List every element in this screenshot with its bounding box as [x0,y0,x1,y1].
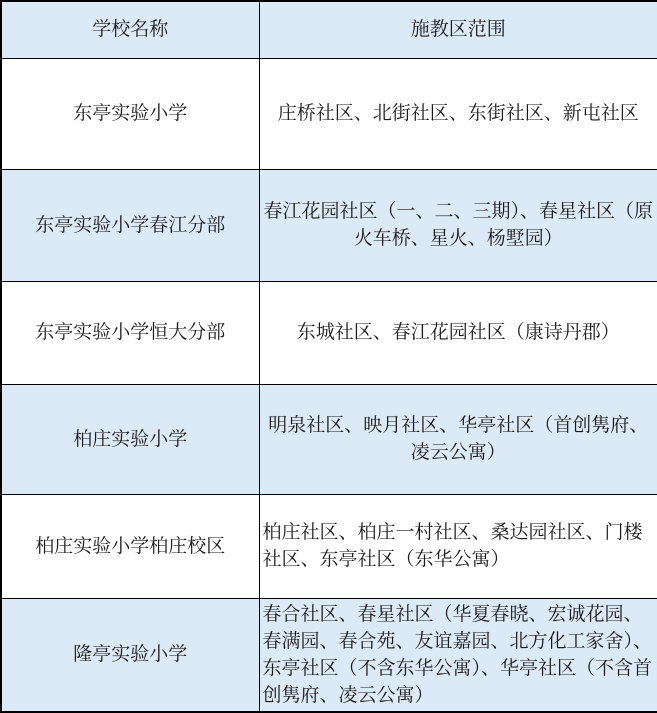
district-range-cell: 明泉社区、映月社区、华亭社区（首创隽府、凌云公寓） [259,384,657,494]
table-row [1,58,657,169]
table-row [1,494,657,598]
table-header-row [1,1,657,58]
district-range-cell: 东城社区、春江花园社区（康诗丹郡） [259,281,657,384]
school-name-cell: 柏庄实验小学柏庄校区 [1,494,259,598]
school-name-cell: 柏庄实验小学 [1,384,259,494]
school-name-cell: 东亭实验小学春江分部 [1,169,259,281]
district-range-cell: 柏庄社区、柏庄一村社区、桑达园社区、门楼社区、东亭社区（东华公寓） [259,494,657,598]
header-school-name: 学校名称 [1,1,259,58]
table-row [1,281,657,384]
district-range-cell: 春江花园社区（一、二、三期）、春星社区（原火车桥、星火、杨墅园） [259,169,657,281]
district-range-cell: 庄桥社区、北街社区、东街社区、新屯社区 [259,58,657,169]
school-name-cell: 东亭实验小学 [1,58,259,169]
school-name-cell: 隆亭实验小学 [1,598,259,712]
table-row [1,169,657,281]
district-range-cell: 春合社区、春星社区（华夏春晓、宏诚花园、春满园、春合苑、友谊嘉园、北方化工家舍）、东亭社区（不含东华公寓）、华亭社区（不含首创隽府、凌云公寓） [259,598,657,712]
table-row [1,384,657,494]
header-district-range: 施教区范围 [259,1,657,58]
table-row [1,598,657,712]
school-name-cell: 东亭实验小学恒大分部 [1,281,259,384]
